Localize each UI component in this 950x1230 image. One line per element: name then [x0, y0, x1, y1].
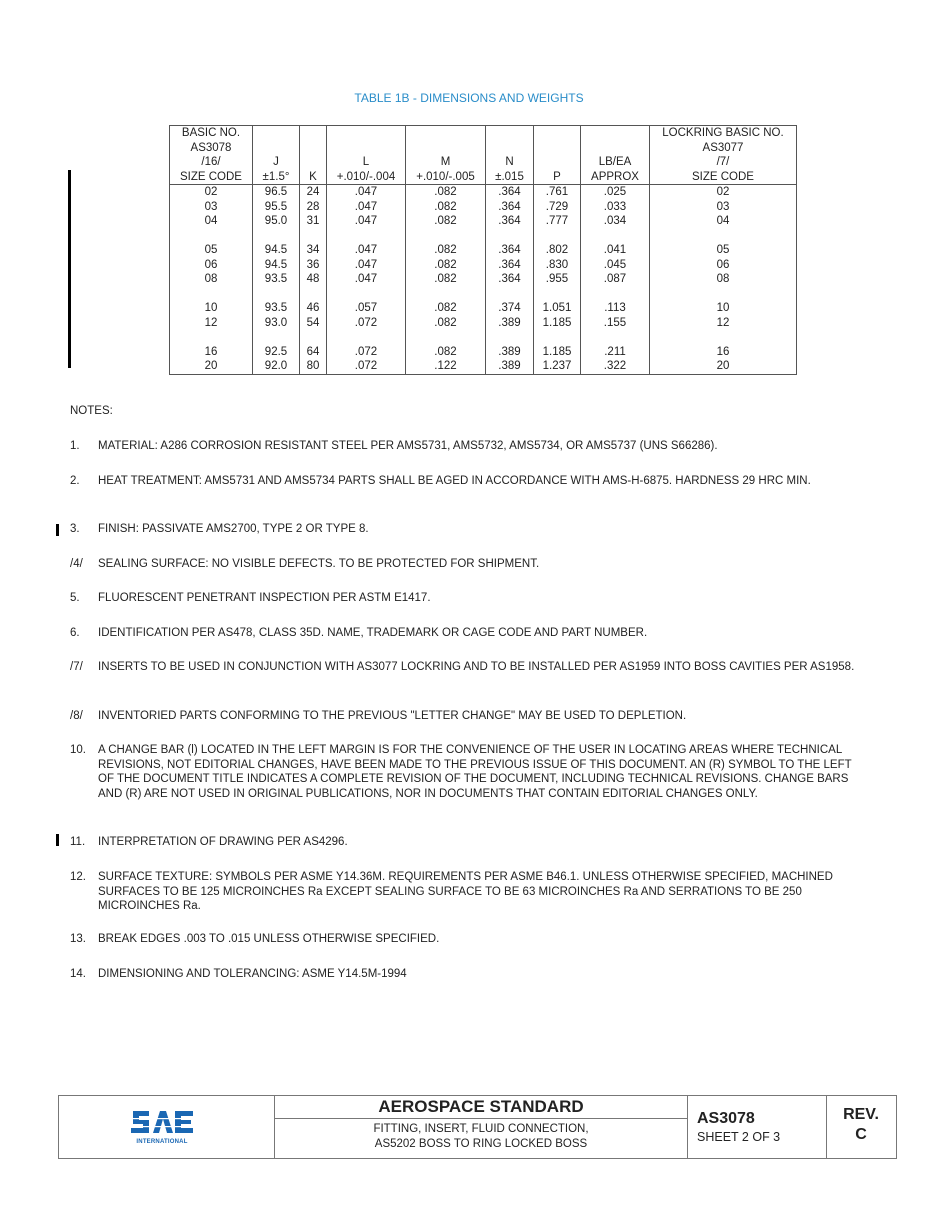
cell-value: 03	[716, 200, 730, 213]
cell-value: .389	[498, 360, 521, 372]
note-number: 5.	[70, 592, 80, 604]
table-cell-lb	[581, 243, 650, 301]
col-header-lockring	[650, 126, 797, 185]
table-cell-p	[534, 345, 581, 375]
cell-value: .364	[498, 244, 521, 256]
notes-heading: NOTES:	[70, 405, 113, 417]
table-cell-k	[300, 301, 327, 345]
cell-value: .389	[498, 345, 521, 358]
cell-value: 36	[306, 258, 320, 271]
table-cell-lockring	[650, 301, 797, 345]
cell-value: .045	[603, 258, 627, 271]
table-cell-lb	[581, 345, 650, 375]
table-cell-l	[327, 185, 406, 244]
note-number: 2.	[70, 475, 80, 487]
note-item	[70, 870, 870, 914]
cell-value: .047	[354, 215, 378, 227]
cell-value: 94.5	[264, 244, 288, 256]
cell-value: 08	[204, 273, 218, 285]
cell-value: .364	[498, 186, 521, 198]
header-line: M	[440, 156, 451, 168]
table-cell-n	[486, 345, 534, 375]
cell-value: .082	[434, 345, 457, 358]
table-cell-m	[406, 345, 486, 375]
cell-value: .082	[434, 273, 457, 285]
header-line: LOCKRING BASIC NO.	[662, 127, 784, 139]
table-cell-basic	[170, 243, 253, 301]
table-row-group	[170, 345, 797, 375]
cell-value: 12	[716, 316, 730, 329]
cell-value: .830	[545, 258, 569, 271]
cell-value: .072	[354, 360, 378, 372]
cell-value: 02	[204, 186, 218, 198]
header-line: L	[362, 156, 370, 168]
change-bar-note-3	[56, 524, 59, 536]
cell-value: 48	[306, 273, 320, 285]
cell-value: .761	[545, 186, 569, 198]
note-text: IDENTIFICATION PER AS478, CLASS 35D. NAME, TRADEMARK OR CAGE CODE AND PART NUMBER.	[98, 627, 648, 639]
cell-value: 16	[716, 345, 730, 358]
table-cell-k	[300, 243, 327, 301]
cell-value: .047	[354, 273, 378, 285]
header-line: SIZE CODE	[692, 170, 754, 183]
note-item	[70, 709, 870, 724]
table-row-group	[170, 243, 797, 301]
note-text: BREAK EDGES .003 TO .015 UNLESS OTHERWISE SPECIFIED.	[98, 933, 440, 945]
header-line: BASIC NO.	[181, 127, 241, 139]
table-cell-l	[327, 243, 406, 301]
cell-value: 28	[306, 200, 320, 213]
col-header-j	[253, 126, 300, 185]
document-description	[275, 1122, 687, 1151]
cell-value: 80	[306, 360, 320, 372]
cell-value: .082	[434, 186, 457, 198]
col-header-p	[534, 126, 581, 185]
cell-value: 46	[306, 302, 320, 314]
standard-heading: AEROSPACE STANDARD	[275, 1096, 687, 1119]
header-line: /7/	[716, 156, 730, 168]
note-item	[70, 474, 870, 489]
cell-value: 16	[204, 345, 218, 358]
table-cell-n	[486, 301, 534, 345]
note-number: 14.	[70, 968, 86, 980]
note-item	[70, 439, 870, 454]
cell-value: .047	[354, 244, 378, 256]
cell-value: .122	[434, 360, 457, 372]
note-item	[70, 835, 870, 850]
cell-value: 06	[204, 258, 218, 271]
header-line: AS3077	[702, 141, 744, 154]
header-line: +.010/-.005	[416, 170, 475, 183]
note-text: A CHANGE BAR (l) LOCATED IN THE LEFT MARGIN IS FOR THE CONVENIENCE OF THE USER IN LOCATING AREAS WHERE TECHNICAL REVISIONS, NOT EDITORIAL CHANGES, HAVE BEEN MADE TO THE PREVIOUS ISSUE OF THIS DOCUMENT. AN (R) SYMBOL TO THE LEFT OF THE DOCUMENT TITLE INDICATES A COMPLETE REVISION OF THE DOCUMENT, INCLUDING TECHNICAL REVISIONS. CHANGE BARS AND (R) ARE NOT USED IN ORIGINAL PUBLICATIONS, NOR IN DOCUMENTS THAT CONTAIN EDITORIAL CHANGES ONLY.	[98, 744, 852, 800]
logo-text: INTERNATIONAL	[136, 1139, 188, 1145]
cell-value: .389	[498, 316, 521, 329]
cell-value: 95.0	[264, 215, 288, 227]
cell-value: .047	[354, 200, 378, 213]
table-cell-j	[253, 243, 300, 301]
cell-value: 54	[306, 316, 320, 329]
table-cell-p	[534, 243, 581, 301]
note-item	[70, 743, 870, 801]
header-line: ±1.5°	[262, 170, 290, 183]
note-item	[70, 967, 870, 982]
header-line: +.010/-.004	[336, 170, 396, 183]
change-bar-note-11	[56, 834, 59, 846]
cell-value: .155	[603, 316, 627, 329]
note-number: /7/	[70, 661, 83, 673]
cell-value: .047	[354, 258, 378, 271]
cell-value: 20	[204, 360, 218, 372]
cell-value: .082	[434, 200, 457, 213]
cell-value: 1.051	[542, 302, 572, 314]
table-cell-basic	[170, 301, 253, 345]
table-cell-m	[406, 243, 486, 301]
cell-value: 93.0	[264, 316, 288, 329]
note-number: 10.	[70, 744, 86, 756]
cell-value: 93.5	[264, 302, 288, 314]
cell-value: .047	[354, 186, 378, 198]
note-number: 6.	[70, 627, 80, 639]
cell-value: 04	[204, 215, 218, 227]
table-cell-basic	[170, 185, 253, 244]
note-item	[70, 557, 870, 572]
note-item	[70, 660, 870, 675]
cell-value: .955	[545, 273, 569, 285]
note-text: INVENTORIED PARTS CONFORMING TO THE PREVIOUS "LETTER CHANGE" MAY BE USED TO DEPLETION.	[98, 710, 687, 722]
cell-value: 96.5	[264, 186, 288, 198]
table-cell-j	[253, 301, 300, 345]
header-line: J	[273, 156, 279, 168]
table-cell-k	[300, 185, 327, 244]
table-cell-p	[534, 185, 581, 244]
cell-value: .033	[603, 200, 627, 213]
cell-value: .072	[354, 316, 378, 329]
note-item	[70, 522, 870, 537]
note-item	[70, 591, 870, 606]
cell-value: .072	[354, 345, 378, 358]
note-number: /4/	[70, 558, 83, 570]
note-number: 11.	[70, 836, 86, 848]
note-text: FLUORESCENT PENETRANT INSPECTION PER ASTM E1417.	[98, 592, 431, 604]
table-cell-j	[253, 185, 300, 244]
table-title: TABLE 1B - DIMENSIONS AND WEIGHTS	[354, 91, 584, 105]
note-text: INTERPRETATION OF DRAWING PER AS4296.	[98, 836, 348, 848]
table-cell-lb	[581, 185, 650, 244]
cell-value: .364	[498, 258, 521, 271]
note-item	[70, 626, 870, 641]
cell-value: .374	[498, 302, 521, 314]
cell-value: .082	[434, 215, 457, 227]
cell-value: 05	[204, 244, 218, 256]
cell-value: 12	[204, 316, 218, 329]
cell-value: 08	[716, 273, 730, 285]
cell-value: .087	[603, 273, 627, 285]
note-text: MATERIAL: A286 CORROSION RESISTANT STEEL PER AMS5731, AMS5732, AMS5734, OR AMS5737 (UNS S66286).	[98, 440, 718, 452]
header-line: P	[553, 170, 561, 183]
header-line: AS3078	[190, 141, 232, 154]
cell-value: 03	[204, 200, 218, 213]
header-line: APPROX	[591, 170, 639, 183]
note-text: SURFACE TEXTURE: SYMBOLS PER ASME Y14.36M. REQUIREMENTS PER ASME B46.1. UNLESS OTHERWISE SPECIFIED, MACHINED SURFACES TO BE 125 MICROINCHES Ra EXCEPT SEALING SURFACE TO BE 63 MICROINCHES Ra AND SERRATIONS TO BE 250 MICROINCHES Ra.	[98, 871, 833, 912]
cell-value: .082	[434, 244, 457, 256]
col-header-lb-ea	[581, 126, 650, 185]
cell-value: 94.5	[264, 258, 288, 271]
header-line: /16/	[201, 156, 221, 168]
cell-value: 92.5	[264, 345, 288, 358]
table-cell-l	[327, 345, 406, 375]
table-cell-m	[406, 185, 486, 244]
title-block	[58, 1095, 897, 1159]
note-text: FINISH: PASSIVATE AMS2700, TYPE 2 OR TYPE 8.	[98, 523, 369, 535]
document-number: AS3078	[697, 1110, 755, 1127]
logo-cell	[59, 1096, 275, 1158]
table-cell-l	[327, 301, 406, 345]
note-number: 12.	[70, 871, 86, 883]
cell-value: 64	[306, 345, 320, 358]
table-header-row	[170, 126, 797, 185]
cell-value: .364	[498, 215, 521, 227]
cell-value: 95.5	[264, 200, 288, 213]
cell-value: 92.0	[264, 360, 288, 372]
revision-value: C	[855, 1126, 867, 1143]
cell-value: .729	[545, 200, 569, 213]
table-cell-k	[300, 345, 327, 375]
description-line-1: FITTING, INSERT, FLUID CONNECTION,	[373, 1123, 589, 1135]
table-row-group	[170, 301, 797, 345]
table-row-group	[170, 185, 797, 244]
table-cell-lockring	[650, 243, 797, 301]
cell-value: 24	[306, 186, 320, 198]
cell-value: 1.237	[542, 360, 572, 372]
header-line: ±.015	[495, 170, 524, 183]
note-number: 3.	[70, 523, 80, 535]
cell-value: 31	[306, 215, 320, 227]
note-item	[70, 932, 870, 947]
col-header-m	[406, 126, 486, 185]
cell-value: .113	[604, 302, 626, 314]
col-header-l	[327, 126, 406, 185]
cell-value: .364	[498, 200, 521, 213]
cell-value: .034	[603, 215, 627, 227]
cell-value: .211	[604, 345, 626, 358]
cell-value: 1.185	[542, 345, 572, 358]
col-header-n	[486, 126, 534, 185]
note-number: 13.	[70, 933, 86, 945]
cell-value: 20	[716, 360, 730, 372]
cell-value: 93.5	[264, 273, 288, 285]
cell-value: .082	[434, 258, 457, 271]
cell-value: 34	[306, 244, 320, 256]
table-cell-basic	[170, 345, 253, 375]
document-number-cell	[688, 1096, 827, 1158]
table-cell-lockring	[650, 185, 797, 244]
cell-value: 10	[204, 302, 218, 314]
note-text: DIMENSIONING AND TOLERANCING: ASME Y14.5M-1994	[98, 968, 407, 980]
table-cell-n	[486, 243, 534, 301]
cell-value: .364	[498, 273, 521, 285]
note-text: SEALING SURFACE: NO VISIBLE DEFECTS. TO BE PROTECTED FOR SHIPMENT.	[98, 558, 540, 570]
header-line: SIZE CODE	[180, 170, 242, 183]
table-cell-m	[406, 301, 486, 345]
cell-value: 1.185	[542, 316, 572, 329]
cell-value: .057	[354, 302, 378, 314]
header-line: LB/EA	[598, 156, 632, 168]
cell-value: .322	[603, 360, 627, 372]
cell-value: 02	[716, 186, 730, 198]
cell-value: 04	[716, 215, 730, 227]
table-cell-lb	[581, 301, 650, 345]
header-line: N	[505, 156, 514, 168]
change-bar-table	[68, 170, 71, 368]
col-header-basic-no	[170, 126, 253, 185]
table-cell-n	[486, 185, 534, 244]
revision-cell	[827, 1096, 896, 1158]
sheet-label: SHEET 2 OF 3	[697, 1130, 781, 1144]
table-cell-p	[534, 301, 581, 345]
standard-title-cell	[275, 1096, 688, 1158]
cell-value: .041	[603, 244, 627, 256]
cell-value: .802	[545, 244, 569, 256]
note-text: INSERTS TO BE USED IN CONJUNCTION WITH AS3077 LOCKRING AND TO BE INSTALLED PER AS1959 INTO BOSS CAVITIES PER AS1958.	[98, 661, 855, 673]
col-header-k	[300, 126, 327, 185]
cell-value: .082	[434, 302, 457, 314]
cell-value: .777	[545, 215, 569, 227]
cell-value: .025	[603, 186, 627, 198]
cell-value: 10	[716, 302, 730, 314]
cell-value: 06	[716, 258, 730, 271]
note-number: 1.	[70, 440, 80, 452]
note-number: /8/	[70, 710, 83, 722]
revision-label: REV.	[843, 1106, 879, 1123]
table-cell-j	[253, 345, 300, 375]
header-line: K	[309, 170, 317, 183]
dimensions-table	[169, 125, 797, 375]
cell-value: 05	[716, 244, 730, 256]
description-line-2: AS5202 BOSS TO RING LOCKED BOSS	[374, 1137, 588, 1150]
table-cell-lockring	[650, 345, 797, 375]
note-text: HEAT TREATMENT: AMS5731 AND AMS5734 PARTS SHALL BE AGED IN ACCORDANCE WITH AMS-H-6875. HARDNESS 29 HRC MIN.	[98, 475, 811, 487]
cell-value: .082	[434, 316, 457, 329]
